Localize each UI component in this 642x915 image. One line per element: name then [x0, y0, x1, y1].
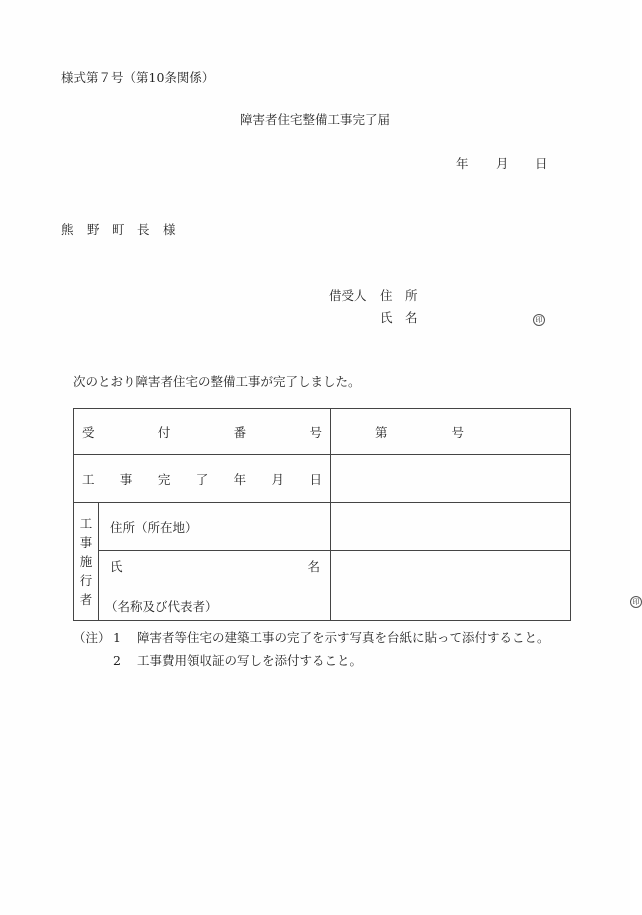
date-year: 年	[456, 156, 469, 171]
addressee-2: 野	[87, 222, 100, 237]
note-2-num: 2	[113, 653, 121, 668]
receipt-number-field[interactable]: 第 号	[330, 409, 570, 455]
intro-text: 次のとおり障害者住宅の整備工事が完了しました。	[73, 374, 361, 389]
completion-date-label: 工 事 完 了 年 月 日	[82, 471, 322, 487]
notes-label: （注）	[73, 630, 111, 645]
note-1-num: 1	[113, 630, 121, 645]
contractor-seal-mark: 印	[630, 596, 642, 608]
addressee-4: 長	[137, 222, 150, 237]
contractor-name-sub: （名称及び代表者）	[105, 598, 218, 614]
contractor-address-field[interactable]	[330, 503, 570, 551]
addressee-1: 熊	[61, 222, 74, 237]
contractor-label: 工 事 施 行 者	[74, 503, 99, 621]
date-day: 日	[535, 156, 548, 171]
document-title: 障害者住宅整備工事完了届	[240, 112, 391, 127]
contractor-name-label: 氏 名	[110, 558, 320, 574]
addressee-3: 町	[112, 222, 125, 237]
completion-table	[73, 408, 640, 621]
form-number: 様式第７号（第10条関係）	[61, 70, 215, 85]
contractor-name-field[interactable]	[330, 551, 640, 621]
addressee-5: 様	[163, 222, 176, 237]
note-1-text: 障害者等住宅の建築工事の完了を示す写真を台紙に貼って添付すること。	[137, 630, 550, 645]
applicant-address-label: 住 所	[380, 288, 418, 303]
receipt-number-label: 受 付 番 号	[82, 424, 322, 440]
completion-date-field[interactable]	[330, 455, 570, 503]
applicant-name-label: 氏 名	[380, 310, 418, 325]
seal-mark: 印	[533, 314, 545, 326]
applicant-role: 借受人	[329, 288, 367, 303]
contractor-address-label: 住所（所在地）	[99, 503, 331, 551]
date-month: 月	[496, 156, 509, 171]
note-2-text: 工事費用領収証の写しを添付すること。	[137, 653, 363, 668]
